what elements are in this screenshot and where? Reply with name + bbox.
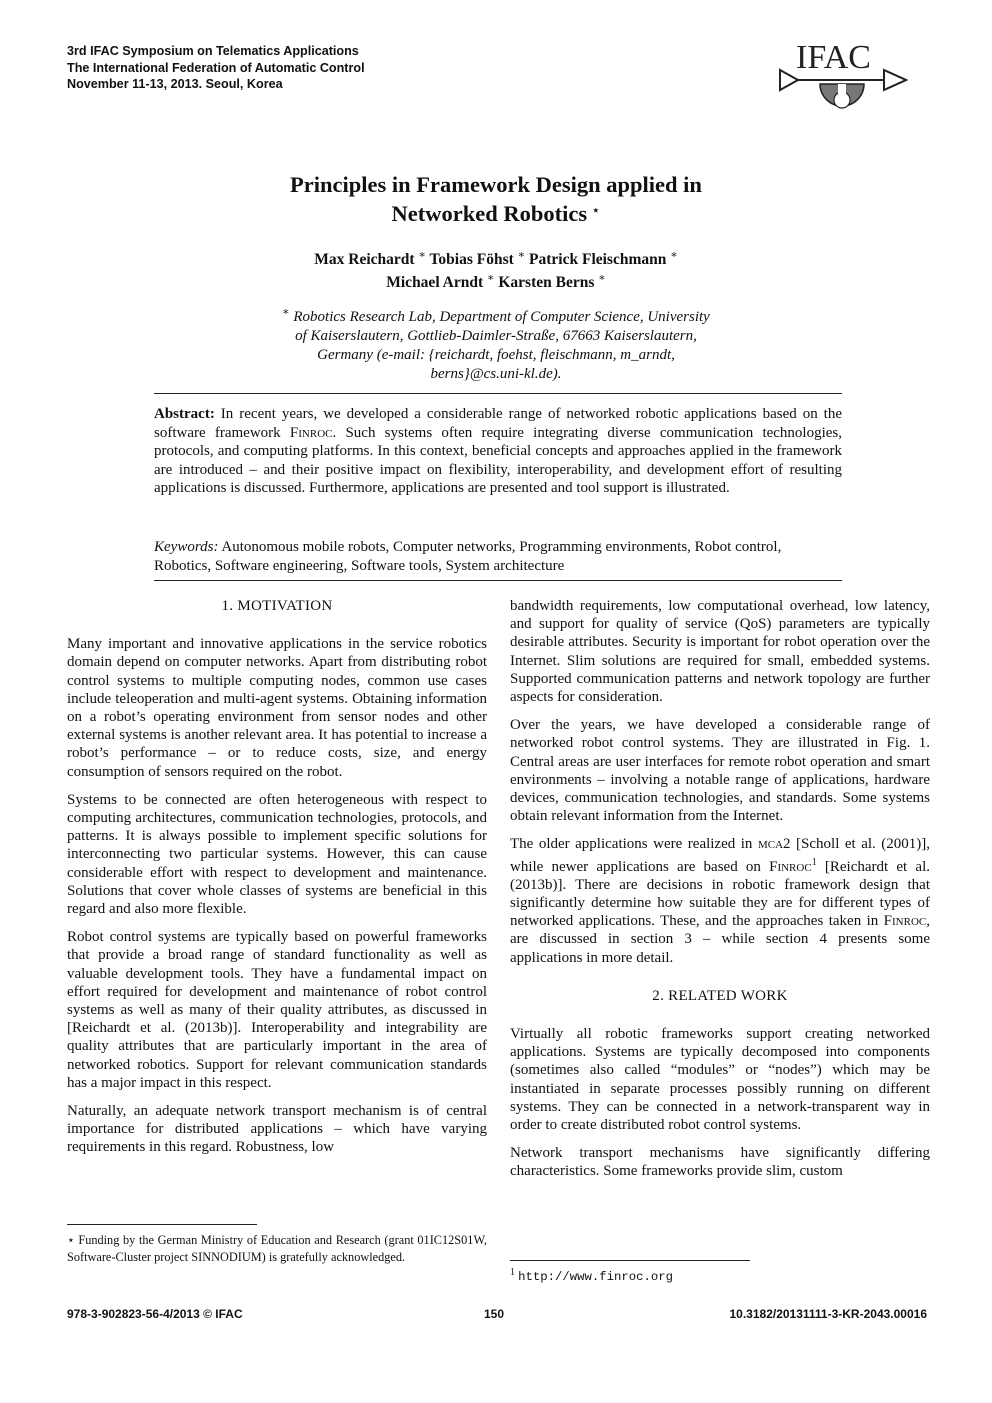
- keywords-bottom-rule: [154, 580, 842, 581]
- paragraph: Systems to be connected are often heterogeneous with respect to computing architectures, communication technologies, protocols, and patterns. It is always possible to implement specific solutions for interconnecting two particular systems. However, this can cause considerable effort with respect to development and maintenance. Solutions that cover whole classes of systems are beneficial in this regard and also more flexible.: [67, 791, 487, 918]
- title-footnote-star: ⋆: [591, 203, 601, 219]
- paragraph: Network transport mechanisms have significantly differing characteristics. Some frameworks provide slim, custom: [510, 1145, 930, 1180]
- footnote-rule-right: [510, 1260, 750, 1261]
- paragraph: Robot control systems are typically based on powerful frameworks that provide a broad range of standard functionality as well as valuable development tools. They have a fundamental impact on effort required for development and maintenance of robot control systems as well as many of their quality attributes, as discussed in [Reichardt et al. (2013b)]. Interoperability and integrability are quality attributes that are particularly important in the area of networked robotics. Support for relevant communication standards has a major impact in this respect.: [67, 929, 487, 1091]
- title-line-1: Principles in Framework Design applied in: [290, 172, 702, 197]
- paragraph: Virtually all robotic frameworks support creating networked applications. Systems are typically decomposed into components (sometimes also called “modules” or “nodes”) which may be instantiated in separate processes possibly running on different systems. They can be connected in a network-transparent way in order to create distributed robot control systems.: [510, 1026, 930, 1134]
- right-column: [510, 597, 930, 1191]
- conference-name: 3rd IFAC Symposium on Telematics Applications: [67, 44, 359, 58]
- paragraph: bandwidth requirements, low computational overhead, low latency, and support for quality of service (QoS) parameters are typically desirable attributes. Security is important for robot operation over the Internet. Slim solutions are required for small, embedded systems. Supported communication patterns and network topology are further aspects for consideration.: [510, 598, 930, 706]
- funding-footnote: ⋆ Funding by the German Ministry of Education and Research (grant 01IC12S01W, Software-Cluster project SINNODIUM) is gratefully acknowledged.: [67, 1233, 487, 1264]
- author: Patrick Fleischmann: [529, 251, 667, 269]
- keywords: Keywords: Autonomous mobile robots, Computer networks, Programming environments, Robot control, Robotics, Software engineering, Software tools, System architecture: [154, 539, 782, 574]
- doi: 10.3182/20131111-3-KR-2043.00016: [729, 1307, 927, 1321]
- conference-header: [67, 43, 365, 93]
- ifac-logo: [776, 36, 908, 126]
- url-footnote: $^1$ http://www.finroc.org: [510, 1267, 674, 1285]
- keywords-label: Keywords:: [154, 539, 219, 555]
- author: Karsten Berns: [498, 274, 595, 292]
- paragraph: Naturally, an adequate network transport mechanism is of central importance for distributed applications – which have varying requirements in this regard. Robustness, low: [67, 1103, 487, 1156]
- section-heading-motivation: 1. MOTIVATION: [221, 598, 333, 614]
- paper-title: [180, 170, 812, 228]
- ifac-logo-text: IFAC: [796, 39, 871, 76]
- page-number: 150: [484, 1307, 505, 1321]
- abstract: Abstract: In recent years, we developed a considerable range of networked robotic applications based on the software framework Finroc. Such systems often require integrating diverse communication technologies, protocols, and computing platforms. In this context, beneficial concepts and approaches applied in the framework are introduced – and their positive impact on flexibility, interoperability, and development effort of resulting applications is discussed. Furthermore, applications are presented and tool support is illustrated.: [154, 406, 843, 496]
- conference-date-location: November 11-13, 2013. Seoul, Korea: [67, 77, 283, 91]
- author: Tobias Föhst: [429, 251, 514, 269]
- abstract-top-rule: [154, 393, 842, 394]
- author: Michael Arndt: [386, 274, 484, 292]
- paragraph: Many important and innovative applications in the service robotics domain depend on computer networks. Apart from distributing robot control systems to multiple computing nodes, common use cases include teleoperation and multi-agent systems. Obtaining information on a robot’s operating environment from sensor nodes and other external systems is another relevant area. It has potential to increase a robot’s performance – or to reduce costs, size, and energy consumption of sensors required on the robot.: [67, 636, 487, 780]
- affiliation: ∗ Robotics Research Lab, Department of Computer Science, University of Kaiserslautern, Gottlieb-Daimler-Straße, 67663 Kaiserslautern, Germany (e-mail: {reichardt, foehst, fleischmann, m_arndt, berns}@cs.uni-kl.de).: [282, 306, 710, 382]
- footnote-rule-left: [67, 1224, 257, 1225]
- left-column: [67, 597, 487, 1167]
- paragraph: Over the years, we have developed a considerable range of networked robot control systems. They are illustrated in Fig. 1. Central areas are user interfaces for remote robot operation and smart environments – involving a notable range of applications, hardware devices, communication technologies, and standards. Some systems obtain relevant information from the Internet.: [510, 717, 930, 825]
- finroc-url-link[interactable]: http://www.finroc.org: [518, 1270, 674, 1285]
- federation-name: The International Federation of Automatic Control: [67, 60, 365, 75]
- author-list: Max Reichardt ∗ Tobias Föhst ∗ Patrick Fleischmann ∗ Michael Arndt ∗ Karsten Berns ∗: [314, 249, 678, 292]
- title-line-2: Networked Robotics ⋆: [391, 201, 601, 226]
- paragraph: The older applications were realized in mca2 [Scholl et al. (2001)], while newer applications are based on Finroc$^1$ [Reichardt et al. (2013b)]. There are decisions in robotic framework design that significantly determine how suitable they are for different types of networked applications. These, and the approaches taken in Finroc, are discussed in section 3 – while section 4 presents some applications in more detail.: [510, 836, 931, 966]
- abstract-label: Abstract:: [154, 406, 215, 422]
- isbn: 978-3-902823-56-4/2013 © IFAC: [67, 1307, 243, 1321]
- section-heading-related-work: 2. RELATED WORK: [652, 987, 788, 1004]
- author: Max Reichardt: [314, 251, 415, 269]
